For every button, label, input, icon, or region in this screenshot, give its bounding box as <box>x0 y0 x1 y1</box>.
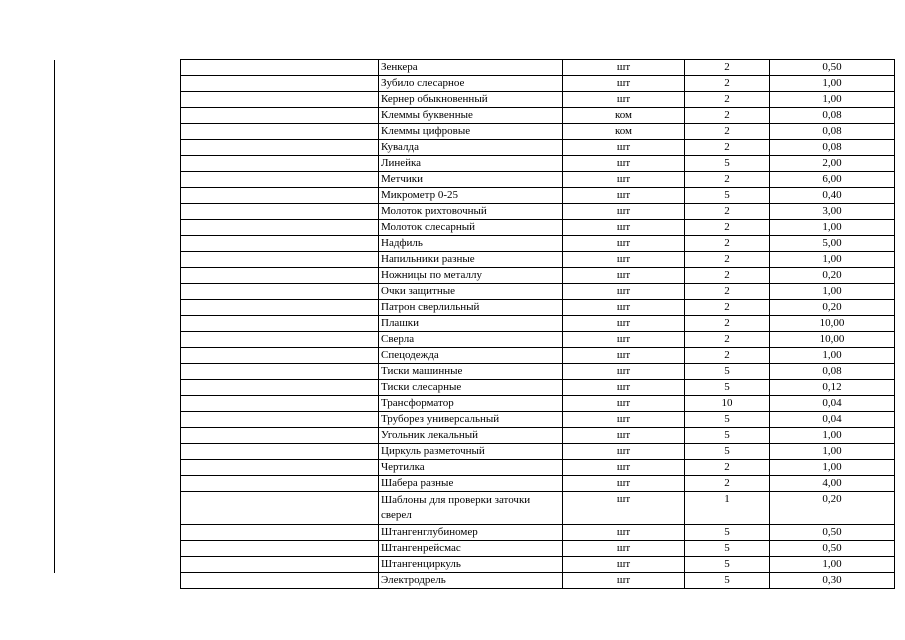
empty-cell <box>181 396 379 412</box>
quantity-cell: 5 <box>685 188 770 204</box>
empty-cell <box>181 444 379 460</box>
empty-cell <box>181 252 379 268</box>
item-name-cell: Шабера разные <box>379 476 563 492</box>
unit-cell: шт <box>563 220 685 236</box>
unit-cell: шт <box>563 332 685 348</box>
item-name-cell: Штангенглубиномер <box>379 525 563 541</box>
value-cell: 5,00 <box>770 236 895 252</box>
item-name-cell: Сверла <box>379 332 563 348</box>
unit-cell: шт <box>563 76 685 92</box>
item-name-cell: Тиски машинные <box>379 364 563 380</box>
unit-cell: шт <box>563 412 685 428</box>
value-cell: 0,50 <box>770 525 895 541</box>
table-row <box>181 525 895 541</box>
empty-cell <box>181 428 379 444</box>
empty-cell <box>181 300 379 316</box>
table-row <box>181 204 895 220</box>
empty-cell <box>181 236 379 252</box>
item-name-cell: Труборез универсальный <box>379 412 563 428</box>
empty-cell <box>181 460 379 476</box>
value-cell: 0,30 <box>770 573 895 589</box>
item-name-cell: Тиски слесарные <box>379 380 563 396</box>
empty-cell <box>181 108 379 124</box>
item-name-cell: Молоток слесарный <box>379 220 563 236</box>
empty-cell <box>181 412 379 428</box>
unit-cell: ком <box>563 124 685 140</box>
value-cell: 1,00 <box>770 444 895 460</box>
value-cell: 3,00 <box>770 204 895 220</box>
empty-cell <box>181 573 379 589</box>
item-name-cell: Штангенциркуль <box>379 557 563 573</box>
table-row <box>181 284 895 300</box>
unit-cell: шт <box>563 444 685 460</box>
quantity-cell: 2 <box>685 108 770 124</box>
quantity-cell: 2 <box>685 124 770 140</box>
table-row <box>181 460 895 476</box>
unit-cell: шт <box>563 541 685 557</box>
quantity-cell: 5 <box>685 412 770 428</box>
unit-cell: шт <box>563 460 685 476</box>
value-cell: 0,08 <box>770 124 895 140</box>
table-row <box>181 236 895 252</box>
empty-cell <box>181 60 379 76</box>
table-row <box>181 557 895 573</box>
table-row <box>181 172 895 188</box>
empty-cell <box>181 188 379 204</box>
quantity-cell: 10 <box>685 396 770 412</box>
equipment-table <box>180 59 895 589</box>
item-name-cell: Трансформатор <box>379 396 563 412</box>
table-row <box>181 476 895 492</box>
item-name-cell: Плашки <box>379 316 563 332</box>
item-name-cell: Штангенрейсмас <box>379 541 563 557</box>
value-cell: 0,08 <box>770 364 895 380</box>
table-row <box>181 76 895 92</box>
unit-cell: шт <box>563 300 685 316</box>
quantity-cell: 2 <box>685 476 770 492</box>
value-cell: 1,00 <box>770 348 895 364</box>
value-cell: 0,50 <box>770 541 895 557</box>
value-cell: 10,00 <box>770 332 895 348</box>
item-name-cell: Патрон сверлильный <box>379 300 563 316</box>
unit-cell: шт <box>563 172 685 188</box>
item-name-cell: Шаблоны для проверки заточки сверел <box>379 492 563 525</box>
table-row <box>181 60 895 76</box>
unit-cell: шт <box>563 236 685 252</box>
item-name-cell: Напильники разные <box>379 252 563 268</box>
table-row <box>181 188 895 204</box>
empty-cell <box>181 332 379 348</box>
quantity-cell: 1 <box>685 492 770 525</box>
quantity-cell: 2 <box>685 76 770 92</box>
table-row <box>181 364 895 380</box>
unit-cell: ком <box>563 108 685 124</box>
quantity-cell: 2 <box>685 268 770 284</box>
table-row <box>181 92 895 108</box>
empty-cell <box>181 348 379 364</box>
empty-cell <box>181 492 379 525</box>
quantity-cell: 5 <box>685 525 770 541</box>
quantity-cell: 2 <box>685 284 770 300</box>
item-name-cell: Молоток рихтовочный <box>379 204 563 220</box>
unit-cell: шт <box>563 380 685 396</box>
value-cell: 0,04 <box>770 412 895 428</box>
item-name-cell: Угольник лекальный <box>379 428 563 444</box>
empty-cell <box>181 525 379 541</box>
quantity-cell: 2 <box>685 172 770 188</box>
value-cell: 0,50 <box>770 60 895 76</box>
value-cell: 2,00 <box>770 156 895 172</box>
table-row <box>181 316 895 332</box>
quantity-cell: 2 <box>685 236 770 252</box>
value-cell: 1,00 <box>770 252 895 268</box>
page-margin-line <box>54 60 55 573</box>
unit-cell: шт <box>563 204 685 220</box>
value-cell: 0,20 <box>770 268 895 284</box>
quantity-cell: 2 <box>685 204 770 220</box>
empty-cell <box>181 124 379 140</box>
unit-cell: шт <box>563 268 685 284</box>
quantity-cell: 2 <box>685 300 770 316</box>
item-name-cell: Клеммы цифровые <box>379 124 563 140</box>
quantity-cell: 2 <box>685 460 770 476</box>
value-cell: 1,00 <box>770 557 895 573</box>
value-cell: 1,00 <box>770 460 895 476</box>
quantity-cell: 2 <box>685 332 770 348</box>
quantity-cell: 2 <box>685 316 770 332</box>
value-cell: 6,00 <box>770 172 895 188</box>
table-row <box>181 252 895 268</box>
empty-cell <box>181 156 379 172</box>
empty-cell <box>181 92 379 108</box>
quantity-cell: 5 <box>685 364 770 380</box>
item-name-cell: Очки защитные <box>379 284 563 300</box>
value-cell: 0,20 <box>770 300 895 316</box>
item-name-cell: Электродрель <box>379 573 563 589</box>
value-cell: 1,00 <box>770 220 895 236</box>
quantity-cell: 5 <box>685 557 770 573</box>
quantity-cell: 5 <box>685 444 770 460</box>
unit-cell: шт <box>563 573 685 589</box>
quantity-cell: 2 <box>685 92 770 108</box>
table-row <box>181 573 895 589</box>
unit-cell: шт <box>563 428 685 444</box>
table-row <box>181 428 895 444</box>
value-cell: 10,00 <box>770 316 895 332</box>
item-name-cell: Ножницы по металлу <box>379 268 563 284</box>
empty-cell <box>181 541 379 557</box>
quantity-cell: 2 <box>685 220 770 236</box>
value-cell: 1,00 <box>770 76 895 92</box>
table-row <box>181 396 895 412</box>
unit-cell: шт <box>563 60 685 76</box>
empty-cell <box>181 284 379 300</box>
empty-cell <box>181 557 379 573</box>
unit-cell: шт <box>563 252 685 268</box>
quantity-cell: 2 <box>685 348 770 364</box>
unit-cell: шт <box>563 92 685 108</box>
value-cell: 1,00 <box>770 428 895 444</box>
item-name-cell: Циркуль разметочный <box>379 444 563 460</box>
item-name-cell: Надфиль <box>379 236 563 252</box>
unit-cell: шт <box>563 364 685 380</box>
value-cell: 0,08 <box>770 108 895 124</box>
item-name-cell: Линейка <box>379 156 563 172</box>
item-name-cell: Метчики <box>379 172 563 188</box>
table-row <box>181 412 895 428</box>
table-row <box>181 444 895 460</box>
unit-cell: шт <box>563 156 685 172</box>
item-name-cell: Микрометр 0-25 <box>379 188 563 204</box>
table-row <box>181 541 895 557</box>
value-cell: 1,00 <box>770 92 895 108</box>
table-row <box>181 300 895 316</box>
empty-cell <box>181 476 379 492</box>
empty-cell <box>181 364 379 380</box>
unit-cell: шт <box>563 188 685 204</box>
empty-cell <box>181 76 379 92</box>
table-row <box>181 492 895 525</box>
quantity-cell: 2 <box>685 140 770 156</box>
unit-cell: шт <box>563 557 685 573</box>
unit-cell: шт <box>563 396 685 412</box>
quantity-cell: 5 <box>685 428 770 444</box>
quantity-cell: 2 <box>685 60 770 76</box>
table-row <box>181 268 895 284</box>
unit-cell: шт <box>563 476 685 492</box>
unit-cell: шт <box>563 316 685 332</box>
value-cell: 0,20 <box>770 492 895 525</box>
item-name-cell: Кернер обыкновенный <box>379 92 563 108</box>
value-cell: 0,40 <box>770 188 895 204</box>
empty-cell <box>181 316 379 332</box>
empty-cell <box>181 172 379 188</box>
value-cell: 0,12 <box>770 380 895 396</box>
table-row <box>181 380 895 396</box>
table-row <box>181 156 895 172</box>
table-row <box>181 124 895 140</box>
table-row <box>181 332 895 348</box>
unit-cell: шт <box>563 348 685 364</box>
empty-cell <box>181 220 379 236</box>
table-row <box>181 220 895 236</box>
unit-cell: шт <box>563 284 685 300</box>
unit-cell: шт <box>563 140 685 156</box>
item-name-cell: Спецодежда <box>379 348 563 364</box>
value-cell: 1,00 <box>770 284 895 300</box>
quantity-cell: 5 <box>685 380 770 396</box>
item-name-cell: Клеммы буквенные <box>379 108 563 124</box>
value-cell: 4,00 <box>770 476 895 492</box>
quantity-cell: 5 <box>685 541 770 557</box>
quantity-cell: 5 <box>685 573 770 589</box>
empty-cell <box>181 140 379 156</box>
table-row <box>181 140 895 156</box>
unit-cell: шт <box>563 525 685 541</box>
quantity-cell: 2 <box>685 252 770 268</box>
equipment-table-body <box>181 60 895 589</box>
quantity-cell: 5 <box>685 156 770 172</box>
empty-cell <box>181 268 379 284</box>
item-name-cell: Зенкера <box>379 60 563 76</box>
unit-cell: шт <box>563 492 685 525</box>
empty-cell <box>181 204 379 220</box>
item-name-cell: Зубило слесарное <box>379 76 563 92</box>
item-name-cell: Кувалда <box>379 140 563 156</box>
table-row <box>181 348 895 364</box>
value-cell: 0,04 <box>770 396 895 412</box>
empty-cell <box>181 380 379 396</box>
table-row <box>181 108 895 124</box>
item-name-cell: Чертилка <box>379 460 563 476</box>
value-cell: 0,08 <box>770 140 895 156</box>
